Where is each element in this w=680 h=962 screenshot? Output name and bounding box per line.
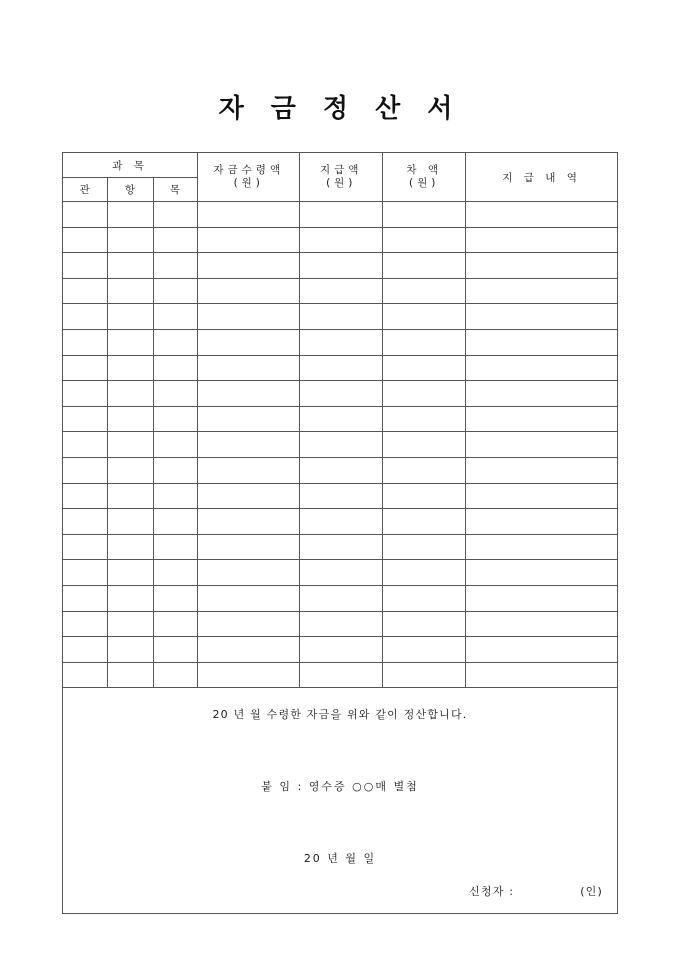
- cell-hang[interactable]: [108, 355, 153, 381]
- cell-balance[interactable]: [383, 483, 466, 509]
- footer-applicant-row: [77, 883, 603, 899]
- cell-hang[interactable]: [108, 202, 153, 228]
- cell-payment[interactable]: [300, 202, 383, 228]
- cell-detail[interactable]: [466, 329, 618, 355]
- header-payment-line2: (원): [326, 177, 357, 189]
- cell-balance[interactable]: [383, 278, 466, 304]
- cell-detail[interactable]: [466, 202, 618, 228]
- cell-mok[interactable]: [153, 611, 198, 637]
- table-row[interactable]: [63, 534, 618, 560]
- cell-received[interactable]: [198, 585, 300, 611]
- header-received-line1: 자금수령액: [213, 163, 285, 176]
- cell-detail[interactable]: [466, 278, 618, 304]
- cell-detail[interactable]: [466, 534, 618, 560]
- table-row[interactable]: [63, 483, 618, 509]
- cell-gwan[interactable]: [63, 611, 108, 637]
- cell-hang[interactable]: [108, 406, 153, 432]
- cell-gwan[interactable]: [63, 509, 108, 535]
- cell-detail[interactable]: [466, 253, 618, 279]
- table-footer-section: [63, 688, 618, 914]
- cell-detail[interactable]: [466, 457, 618, 483]
- cell-balance[interactable]: [383, 432, 466, 458]
- footer-row: [63, 688, 618, 914]
- cell-detail[interactable]: [466, 509, 618, 535]
- cell-balance[interactable]: [383, 304, 466, 330]
- cell-payment[interactable]: [300, 560, 383, 586]
- header-cell-mok: 목: [153, 178, 198, 202]
- cell-payment[interactable]: [300, 662, 383, 688]
- cell-gwan[interactable]: [63, 381, 108, 407]
- table-row[interactable]: [63, 585, 618, 611]
- cell-detail[interactable]: [466, 381, 618, 407]
- cell-hang[interactable]: [108, 432, 153, 458]
- cell-mok[interactable]: [153, 560, 198, 586]
- cell-mok[interactable]: [153, 253, 198, 279]
- cell-detail[interactable]: [466, 432, 618, 458]
- header-cell-payment: [300, 153, 383, 202]
- header-cell-received: [198, 153, 300, 202]
- table-row[interactable]: [63, 329, 618, 355]
- cell-gwan[interactable]: [63, 406, 108, 432]
- cell-received[interactable]: [198, 329, 300, 355]
- table-row[interactable]: [63, 355, 618, 381]
- cell-detail[interactable]: [466, 304, 618, 330]
- cell-balance[interactable]: [383, 509, 466, 535]
- cell-received[interactable]: [198, 381, 300, 407]
- cell-balance[interactable]: [383, 381, 466, 407]
- cell-payment[interactable]: [300, 304, 383, 330]
- cell-hang[interactable]: [108, 662, 153, 688]
- cell-mok[interactable]: [153, 585, 198, 611]
- cell-gwan[interactable]: [63, 329, 108, 355]
- cell-received[interactable]: [198, 662, 300, 688]
- table-row[interactable]: [63, 227, 618, 253]
- cell-balance[interactable]: [383, 611, 466, 637]
- table-row[interactable]: [63, 611, 618, 637]
- cell-gwan[interactable]: [63, 637, 108, 663]
- cell-payment[interactable]: [300, 278, 383, 304]
- cell-gwan[interactable]: [63, 560, 108, 586]
- table-row[interactable]: [63, 278, 618, 304]
- cell-hang[interactable]: [108, 329, 153, 355]
- cell-received[interactable]: [198, 432, 300, 458]
- cell-mok[interactable]: [153, 637, 198, 663]
- cell-balance[interactable]: [383, 329, 466, 355]
- cell-hang[interactable]: [108, 227, 153, 253]
- table-body: [63, 153, 618, 202]
- cell-received[interactable]: [198, 304, 300, 330]
- table-row[interactable]: [63, 662, 618, 688]
- cell-detail[interactable]: [466, 637, 618, 663]
- cell-payment[interactable]: [300, 355, 383, 381]
- table-row[interactable]: [63, 432, 618, 458]
- table-row[interactable]: [63, 406, 618, 432]
- cell-hang[interactable]: [108, 534, 153, 560]
- header-cell-hang: 항: [108, 178, 153, 202]
- footer-cell: [63, 688, 618, 914]
- header-received-line2: (원): [233, 177, 264, 189]
- cell-balance[interactable]: [383, 637, 466, 663]
- cell-gwan[interactable]: [63, 534, 108, 560]
- cell-mok[interactable]: [153, 355, 198, 381]
- cell-gwan[interactable]: [63, 304, 108, 330]
- cell-received[interactable]: [198, 637, 300, 663]
- cell-received[interactable]: [198, 509, 300, 535]
- cell-detail[interactable]: [466, 483, 618, 509]
- header-cell-balance: [383, 153, 466, 202]
- table-row[interactable]: [63, 253, 618, 279]
- footer-content: [63, 688, 617, 913]
- settlement-form-table: [62, 152, 618, 914]
- cell-detail[interactable]: [466, 560, 618, 586]
- cell-detail[interactable]: [466, 355, 618, 381]
- cell-gwan[interactable]: [63, 483, 108, 509]
- cell-gwan[interactable]: [63, 253, 108, 279]
- table-row[interactable]: [63, 381, 618, 407]
- cell-detail[interactable]: [466, 585, 618, 611]
- cell-gwan[interactable]: [63, 355, 108, 381]
- cell-hang[interactable]: [108, 381, 153, 407]
- cell-hang[interactable]: [108, 509, 153, 535]
- table-row[interactable]: [63, 202, 618, 228]
- cell-detail[interactable]: [466, 662, 618, 688]
- page-title: 자 금 정 산 서: [218, 94, 462, 124]
- header-cell-detail: 지 급 내 역: [466, 153, 618, 202]
- cell-balance[interactable]: [383, 560, 466, 586]
- cell-payment[interactable]: [300, 253, 383, 279]
- footer-seal-label: (인): [580, 885, 603, 899]
- cell-received[interactable]: [198, 560, 300, 586]
- cell-detail[interactable]: [466, 611, 618, 637]
- cell-balance[interactable]: [383, 406, 466, 432]
- cell-mok[interactable]: [153, 406, 198, 432]
- header-balance-line1: 차 액: [406, 163, 442, 176]
- cell-payment[interactable]: [300, 611, 383, 637]
- cell-received[interactable]: [198, 253, 300, 279]
- cell-gwan[interactable]: [63, 585, 108, 611]
- table-header-row-top: [63, 153, 618, 178]
- cell-balance[interactable]: [383, 534, 466, 560]
- cell-payment[interactable]: [300, 585, 383, 611]
- settlement-form-table-container: [62, 152, 618, 914]
- cell-received[interactable]: [198, 483, 300, 509]
- cell-received[interactable]: [198, 457, 300, 483]
- table-row[interactable]: [63, 304, 618, 330]
- cell-hang[interactable]: [108, 278, 153, 304]
- cell-detail[interactable]: [466, 406, 618, 432]
- footer-attachment: 붙 임 : 영수증 ○○매 별첨: [261, 780, 419, 794]
- cell-detail[interactable]: [466, 227, 618, 253]
- table-row[interactable]: [63, 457, 618, 483]
- cell-mok[interactable]: [153, 534, 198, 560]
- header-payment-line1: 지급액: [320, 163, 363, 176]
- cell-balance[interactable]: [383, 457, 466, 483]
- cell-received[interactable]: [198, 278, 300, 304]
- cell-gwan[interactable]: [63, 662, 108, 688]
- cell-balance[interactable]: [383, 662, 466, 688]
- table-data-rows: [63, 202, 618, 688]
- cell-hang[interactable]: [108, 457, 153, 483]
- cell-mok[interactable]: [153, 329, 198, 355]
- cell-payment[interactable]: [300, 483, 383, 509]
- cell-mok[interactable]: [153, 509, 198, 535]
- cell-mok[interactable]: [153, 483, 198, 509]
- cell-received[interactable]: [198, 611, 300, 637]
- cell-mok[interactable]: [153, 227, 198, 253]
- header-cell-group: 과 목: [63, 153, 198, 178]
- cell-gwan[interactable]: [63, 227, 108, 253]
- cell-balance[interactable]: [383, 202, 466, 228]
- cell-received[interactable]: [198, 227, 300, 253]
- cell-balance[interactable]: [383, 355, 466, 381]
- cell-mok[interactable]: [153, 662, 198, 688]
- header-cell-gwan: 관: [63, 178, 108, 202]
- cell-hang[interactable]: [108, 637, 153, 663]
- cell-payment[interactable]: [300, 381, 383, 407]
- footer-statement: 20 년 월 수령한 자금을 위와 같이 정산합니다.: [212, 708, 468, 722]
- cell-payment[interactable]: [300, 637, 383, 663]
- cell-payment[interactable]: [300, 432, 383, 458]
- cell-payment[interactable]: [300, 406, 383, 432]
- cell-payment[interactable]: [300, 509, 383, 535]
- cell-hang[interactable]: [108, 611, 153, 637]
- cell-gwan[interactable]: [63, 432, 108, 458]
- table-row[interactable]: [63, 509, 618, 535]
- cell-gwan[interactable]: [63, 202, 108, 228]
- cell-payment[interactable]: [300, 534, 383, 560]
- cell-payment[interactable]: [300, 329, 383, 355]
- cell-mok[interactable]: [153, 457, 198, 483]
- cell-hang[interactable]: [108, 483, 153, 509]
- cell-balance[interactable]: [383, 227, 466, 253]
- footer-applicant-label: 신청자 :: [469, 885, 515, 899]
- cell-payment[interactable]: [300, 227, 383, 253]
- cell-gwan[interactable]: [63, 457, 108, 483]
- cell-mok[interactable]: [153, 278, 198, 304]
- cell-hang[interactable]: [108, 304, 153, 330]
- cell-balance[interactable]: [383, 585, 466, 611]
- cell-received[interactable]: [198, 355, 300, 381]
- cell-received[interactable]: [198, 202, 300, 228]
- header-balance-line2: (원): [408, 177, 440, 189]
- cell-received[interactable]: [198, 534, 300, 560]
- cell-mok[interactable]: [153, 202, 198, 228]
- cell-balance[interactable]: [383, 253, 466, 279]
- cell-hang[interactable]: [108, 253, 153, 279]
- cell-mok[interactable]: [153, 381, 198, 407]
- cell-payment[interactable]: [300, 457, 383, 483]
- cell-received[interactable]: [198, 406, 300, 432]
- cell-hang[interactable]: [108, 585, 153, 611]
- table-row[interactable]: [63, 560, 618, 586]
- cell-gwan[interactable]: [63, 278, 108, 304]
- cell-mok[interactable]: [153, 432, 198, 458]
- footer-date: 20 년 월 일: [303, 852, 377, 866]
- cell-mok[interactable]: [153, 304, 198, 330]
- cell-hang[interactable]: [108, 560, 153, 586]
- table-row[interactable]: [63, 637, 618, 663]
